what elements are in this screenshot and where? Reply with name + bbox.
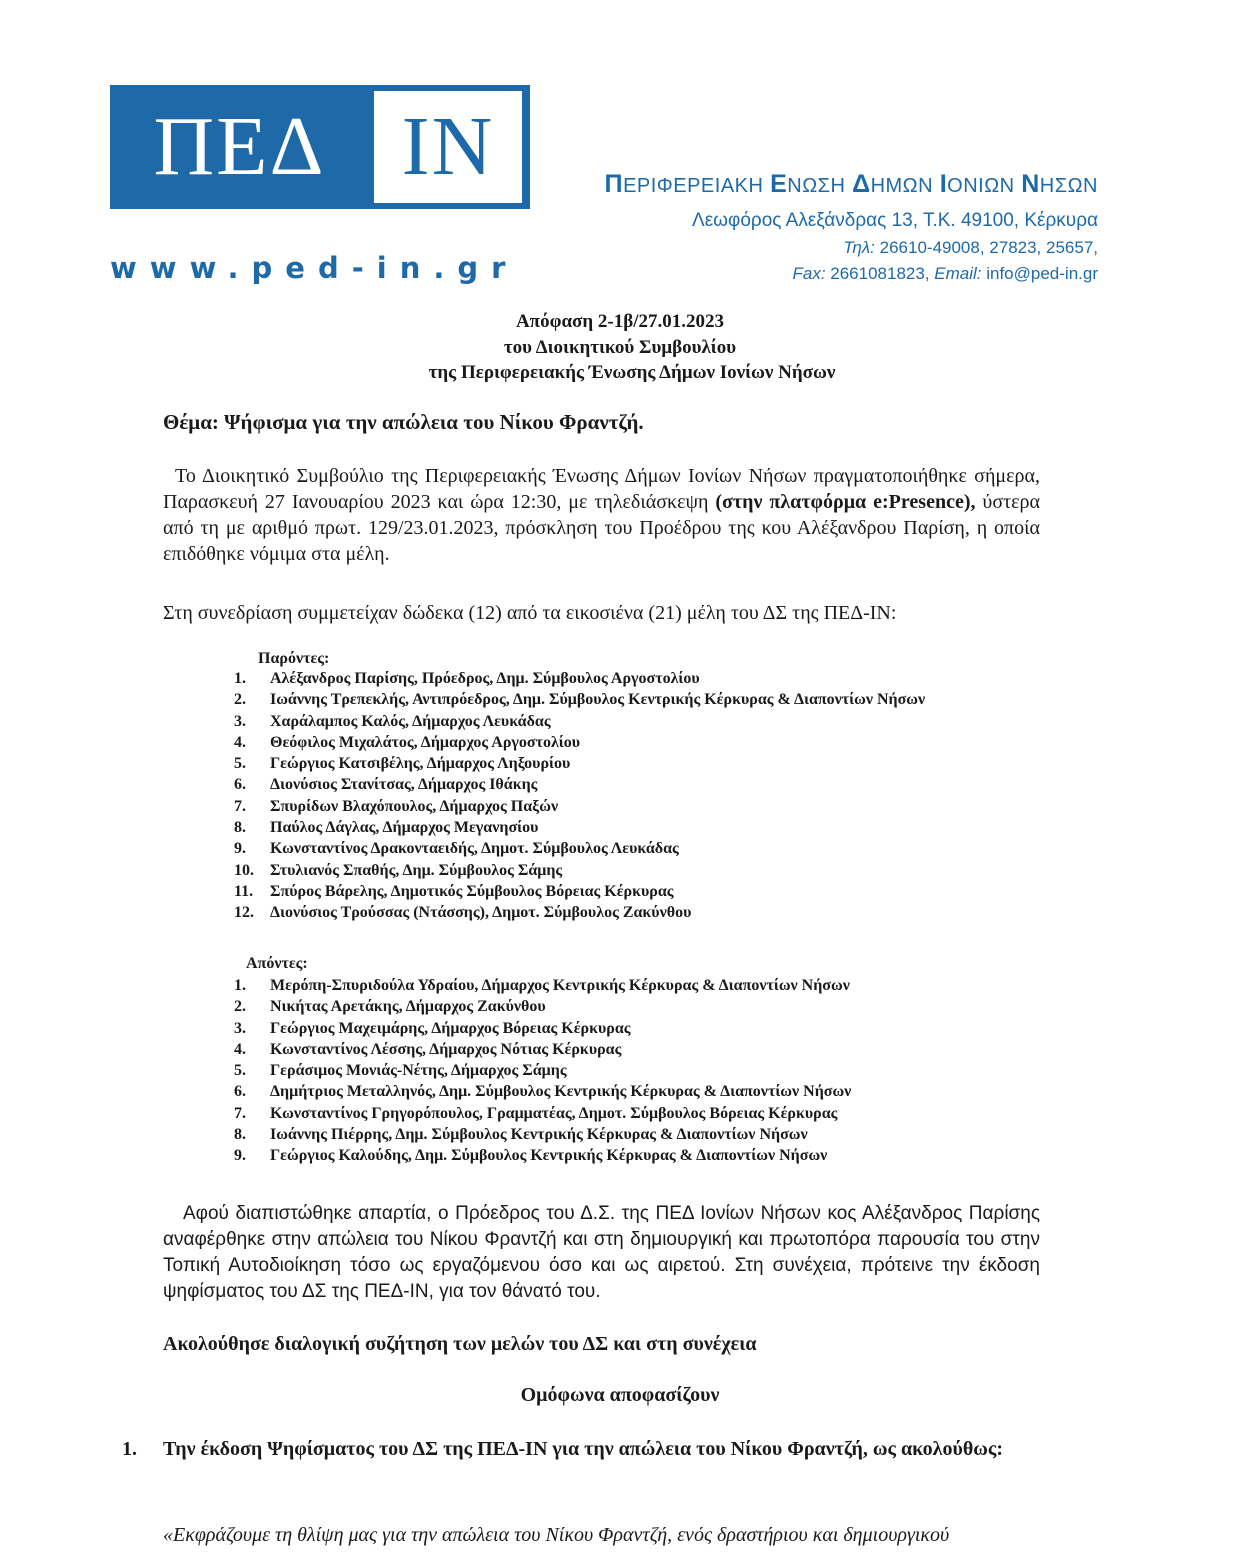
present-list-item (234, 711, 925, 732)
intro-bold-text: (στην πλατφόρμα e:Presence), (715, 491, 976, 513)
org-fax-email (792, 264, 1098, 284)
decision-item-text: Την έκδοση Ψηφίσματος του ΔΣ της ΠΕΔ-ΙΝ για την απώλεια του Νίκου Φραντζή, ως ακολούθως: (163, 1438, 1004, 1460)
list-item-number: 9. (234, 1147, 246, 1165)
list-item-text: Νικήτας Αρετάκης, Δήμαρχος Ζακύνθου (270, 998, 546, 1016)
list-item-text: Στυλιανός Σπαθής, Δημ. Σύμβουλος Σάμης (270, 861, 563, 879)
subject-line: Θέμα: Ψήφισμα για την απώλεια του Νίκου Φραντζή. (163, 410, 644, 434)
absent-list-item (234, 1103, 851, 1124)
present-list-item (234, 689, 925, 710)
present-list-item (234, 902, 925, 923)
present-list-item (234, 732, 925, 753)
list-item-text: Παύλος Δάγλας, Δήμαρχος Μεγανησίου (270, 819, 539, 837)
absent-list-item (234, 1081, 851, 1102)
list-item-text: Θεόφιλος Μιχαλάτος, Δήμαρχος Αργοστολίου (270, 733, 581, 751)
email-label: Email: (934, 264, 982, 283)
org-address: Λεωφόρος Αλεξάνδρας 13, Τ.Κ. 49100, Κέρκυρα (692, 210, 1098, 231)
logo-website: www.ped-in.gr (110, 251, 519, 285)
list-item-number: 6. (234, 776, 246, 794)
present-list-item (234, 817, 925, 838)
list-item-number: 1. (234, 670, 246, 687)
resolution-quote: «Εκφράζουμε τη θλίψη μας για την απώλεια του Νίκου Φραντζή, ενός δραστήριου και δημιουργικού (163, 1524, 950, 1546)
tel-label: Τηλ: (843, 238, 875, 257)
list-item-text: Κωνσταντίνος Δρακονταειδής, Δημοτ. Σύμβουλος Λευκάδας (270, 840, 679, 858)
decision-title-line3: της Περιφερειακής Ένωσης Δήμων Ιονίων Νήσων (428, 362, 836, 383)
list-item-text: Μερόπη-Σπυριδούλα Υδραίου, Δήμαρχος Κεντρικής Κέρκυρας & Διαποντίων Νήσων (270, 977, 850, 994)
absent-members-list (234, 975, 851, 1167)
absent-list-item (234, 1039, 851, 1060)
present-heading: Παρόντες: (258, 650, 330, 667)
list-item-number: 2. (234, 998, 246, 1016)
absent-list-item (234, 1060, 851, 1081)
org-name (605, 170, 1099, 199)
present-list-item (234, 774, 925, 795)
absent-list-item (234, 1018, 851, 1039)
list-item-number: 5. (234, 755, 246, 773)
list-item-number: 9. (234, 840, 246, 858)
list-item-number: 3. (234, 712, 246, 730)
absent-list-item (234, 1124, 851, 1145)
list-item-number: 8. (234, 819, 246, 837)
intro-paragraph (163, 463, 1040, 567)
list-item-text: Ιωάννης Πιέρρης, Δημ. Σύμβουλος Κεντρικής Κέρκυρας & Διαποντίων Νήσων (270, 1126, 808, 1144)
list-item-number: 6. (234, 1083, 246, 1101)
org-telephone (843, 238, 1098, 258)
list-item-text: Γεώργιος Κατσιβέλης, Δήμαρχος Ληξουρίου (270, 755, 571, 773)
absent-list-item (234, 996, 851, 1017)
list-item-text: Αλέξανδρος Παρίσης, Πρόεδρος, Δημ. Σύμβουλος Αργοστολίου (270, 670, 700, 687)
org-name-text: ΠΕΡΙΦΕΡΕΙΑΚΗ ΕΝΩΣΗ ΔΗΜΩΝ ΙΟΝΙΩΝ ΝΗΣΩΝ (604, 170, 1098, 198)
list-item-text: Διονύσιος Στανίτσας, Δήμαρχος Ιθάκης (270, 776, 538, 794)
present-list-item (234, 668, 925, 689)
list-item-number: 11. (234, 882, 254, 900)
list-item-text: Χαράλαμπος Καλός, Δήμαρχος Λευκάδας (270, 712, 551, 730)
present-list-item (234, 796, 925, 817)
present-list-item (234, 753, 925, 774)
present-list-item (234, 881, 925, 902)
present-members-list (234, 668, 925, 924)
unanimous-heading: Ομόφωνα αποφασίζουν (520, 1384, 720, 1406)
logo-right-text: ΙΝ (374, 91, 522, 203)
absent-heading: Απόντες: (246, 955, 308, 972)
list-item-text: Ιωάννης Τρεπεκλής, Αντιπρόεδρος, Δημ. Σύμβουλος Κεντρικής Κέρκυρας & Διαποντίων Νήσων (270, 691, 926, 709)
list-item-number: 5. (234, 1062, 246, 1080)
tel-value: 26610-49008, 27823, 25657, (874, 238, 1098, 257)
intro-text: Το Διοικητικό Συμβούλιο της Περιφερειακής Ένωσης Δήμων Ιονίων Νήσων πραγματοποιήθηκε σήμερα, Παρασκευή 27 Ιανουαρίου 2023 και ώρα 12:30, με τηλεδιάσκεψη (163, 465, 1040, 513)
attendance-sentence: Στη συνεδρίαση συμμετείχαν δώδεκα (12) από τα εικοσιένα (21) μέλη του ΔΣ της ΠΕΔ-ΙΝ: (163, 602, 897, 624)
list-item-number: 1. (234, 977, 246, 994)
decision-title-line2: του Διοικητικού Συμβουλίου (503, 337, 737, 358)
discussion-line: Ακολούθησε διαλογική συζήτηση των μελών του ΔΣ και στη συνέχεια (163, 1333, 757, 1355)
list-item-text: Διονύσιος Τρούσσας (Ντάσσης), Δημοτ. Σύμβουλος Ζακύνθου (270, 904, 692, 922)
list-item-number: 12. (234, 904, 254, 922)
decision-title: Απόφαση 2-1β/27.01.2023 (515, 311, 725, 332)
ped-in-logo (110, 85, 530, 209)
list-item-number: 10. (234, 861, 254, 879)
absent-list-item (234, 975, 851, 996)
list-item-number: 8. (234, 1126, 246, 1144)
decision-item-number: 1. (122, 1438, 137, 1460)
present-list-item (234, 860, 925, 881)
list-item-number: 7. (234, 797, 246, 815)
list-item-number: 3. (234, 1019, 246, 1037)
list-item-number: 2. (234, 691, 246, 709)
list-item-text: Γεράσιμος Μονιάς-Νέτης, Δήμαρχος Σάμης (270, 1062, 567, 1080)
list-item-text: Κωνσταντίνος Γρηγορόπουλος, Γραμματέας, Δημοτ. Σύμβουλος Βόρειας Κέρκυρας (270, 1104, 838, 1122)
quorum-paragraph: Αφού διαπιστώθηκε απαρτία, ο Πρόεδρος του Δ.Σ. της ΠΕΔ Ιονίων Νήσων κος Αλέξανδρος Παρίσης αναφέρθηκε στην απώλεια του Νίκου Φραντζή και στη δημιουργική και πρωτοπόρα παρουσία του στην Τοπική Αυτοδιοίκηση τόσο ως εργαζόμενου όσο και ως αιρετού. Στη συνέχεια, πρότεινε την έκδοση ψηφίσματος του ΔΣ της ΠΕΔ-ΙΝ, για τον θάνατό του. (163, 1203, 1040, 1302)
list-item-text: Δημήτριος Μεταλληνός, Δημ. Σύμβουλος Κεντρικής Κέρκυρας & Διαποντίων Νήσων (270, 1083, 852, 1101)
list-item-text: Σπυρίδων Βλαχόπουλος, Δήμαρχος Παξών (270, 797, 559, 815)
list-item-number: 7. (234, 1104, 246, 1122)
present-list-item (234, 838, 925, 859)
decision-item (122, 1436, 1040, 1462)
list-item-number: 4. (234, 733, 246, 751)
intro-text-end: ύστερα από τη με αριθμό πρωτ. 129/23.01.2023, πρόσκληση του Προέδρου της κου Αλέξανδρου Παρίση, η οποία επιδόθηκε νόμιμα στα μέλη. (163, 491, 1041, 565)
fax-value: 2661081823, (825, 264, 935, 283)
absent-list-item (234, 1145, 851, 1166)
fax-label: Fax: (792, 264, 826, 283)
list-item-number: 4. (234, 1040, 246, 1058)
list-item-text: Κωνσταντίνος Λέσσης, Δήμαρχος Νότιας Κέρκυρας (270, 1040, 622, 1058)
list-item-text: Σπύρος Βάρελης, Δημοτικός Σύμβουλος Βόρειας Κέρκυρας (270, 882, 674, 900)
email-value: info@ped-in.gr (981, 264, 1098, 283)
list-item-text: Γεώργιος Μαχειμάρης, Δήμαρχος Βόρειας Κέρκυρας (270, 1019, 631, 1037)
logo-left-text: ΠΕΔ (153, 100, 326, 193)
list-item-text: Γεώργιος Καλούδης, Δημ. Σύμβουλος Κεντρικής Κέρκυρας & Διαποντίων Νήσων (270, 1147, 828, 1165)
